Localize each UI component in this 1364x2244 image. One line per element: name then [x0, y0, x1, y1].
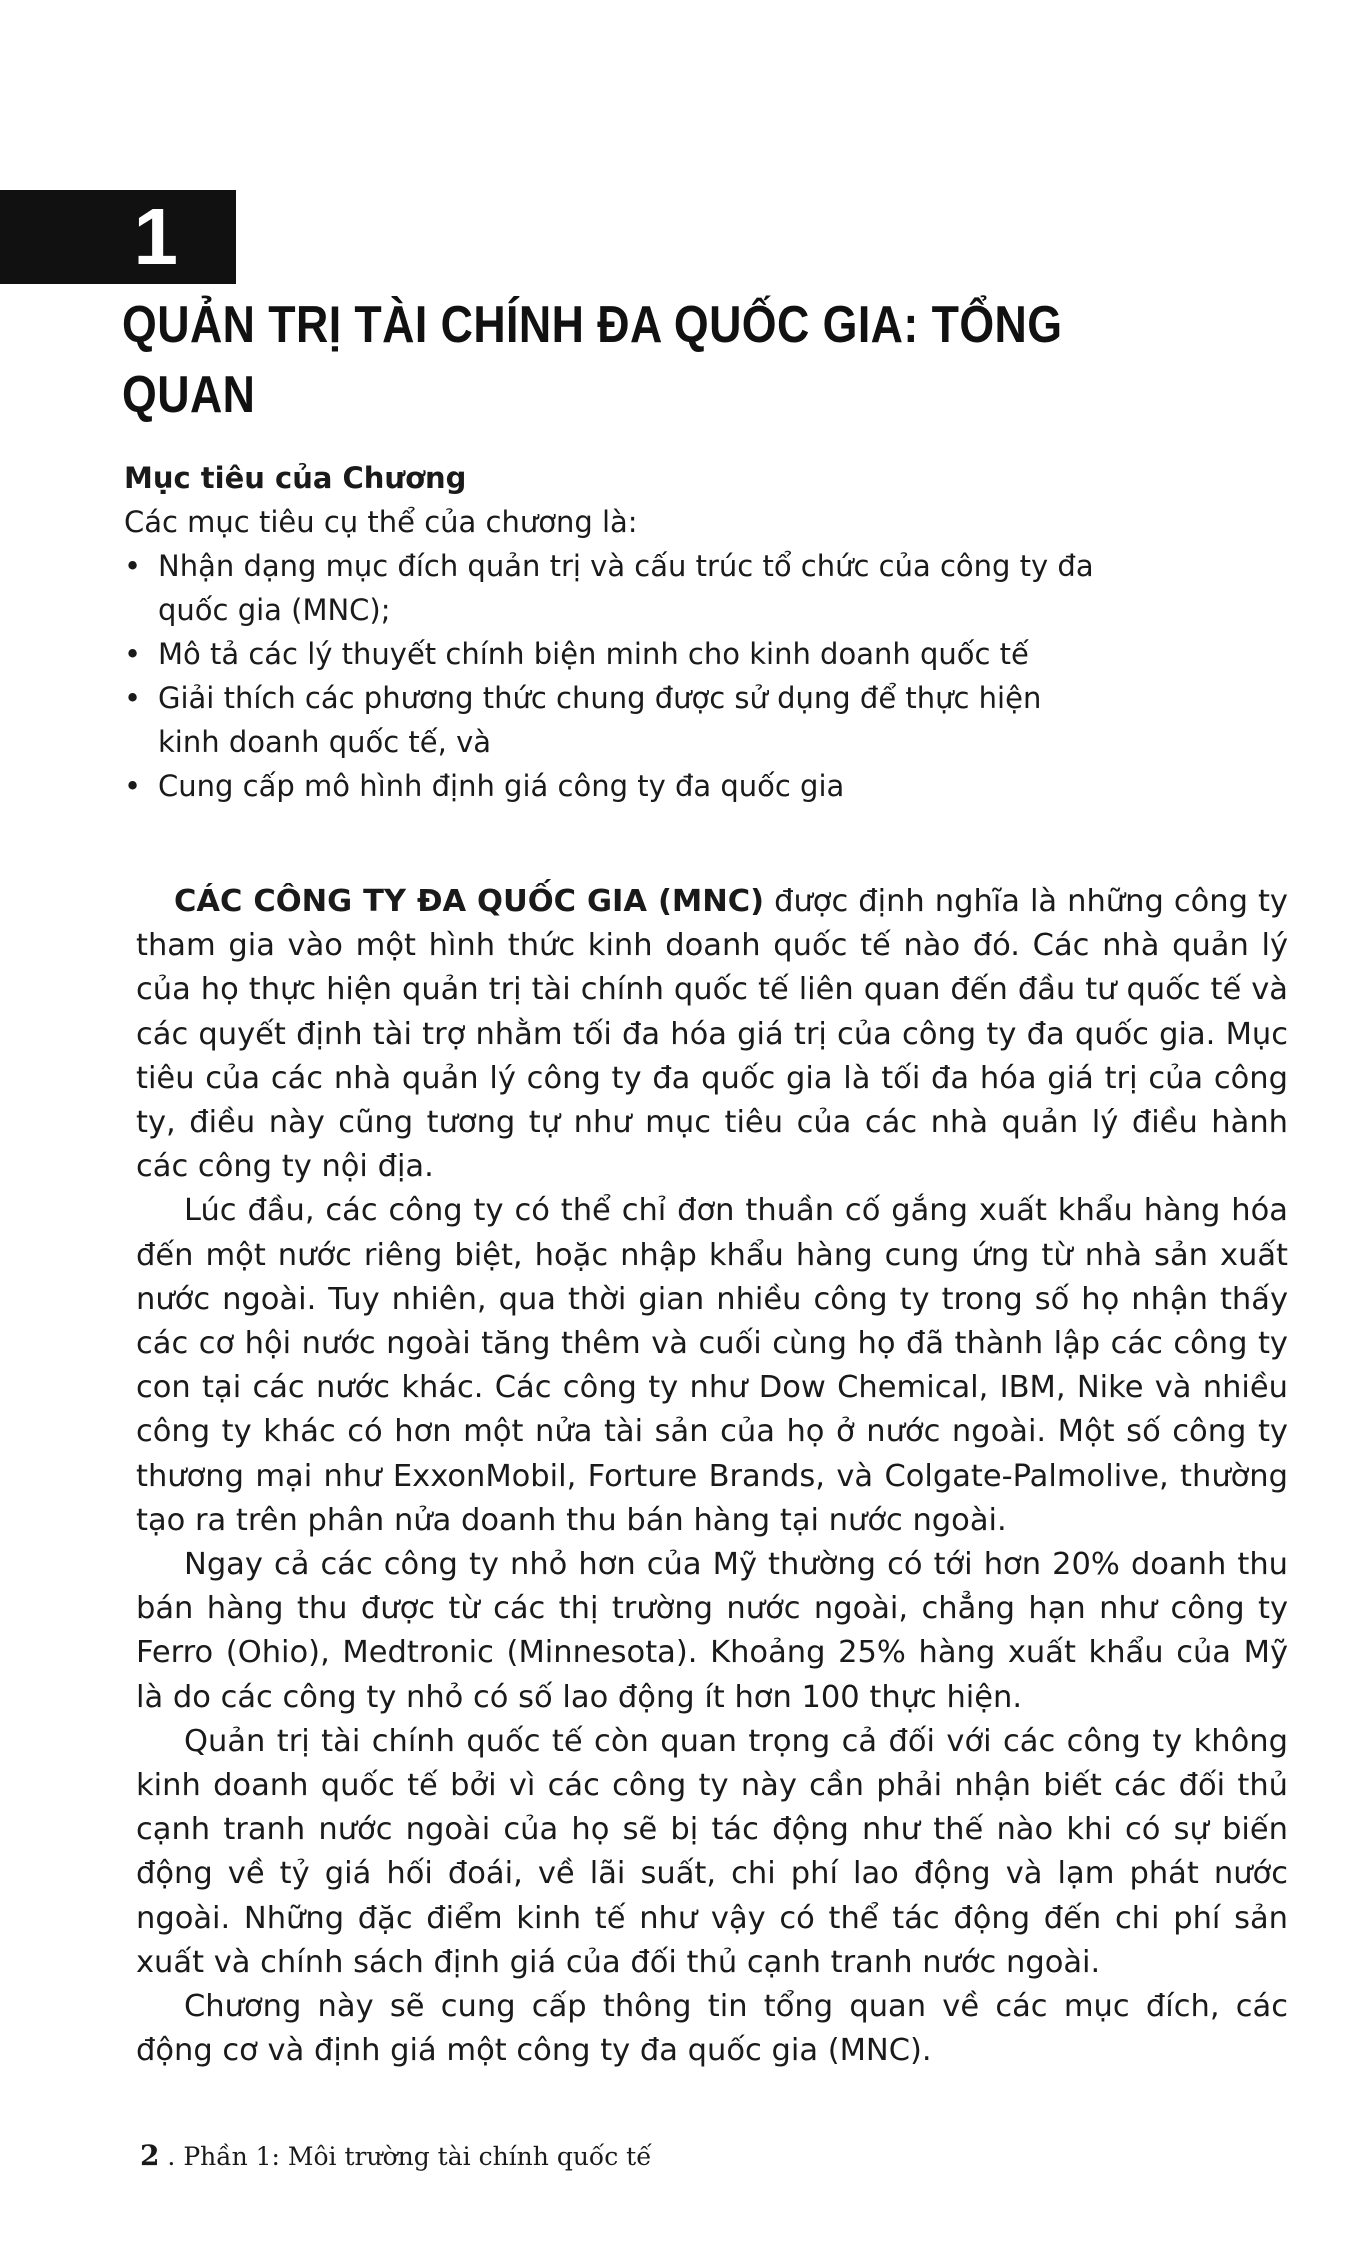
paragraph-text: được định nghĩa là những công ty tham gia vào một hình thức kinh doanh quốc tế nào đó. Các nhà quản lý của họ thực hiện quản trị tài chính quốc tế liên quan đến đầu tư quốc tế và các quyết định tài trợ nhằm tối đa hóa giá trị của công ty đa quốc gia. Mục tiêu của các nhà quản lý công ty đa quốc gia là tối đa hóa giá trị của công ty, điều này cũng tương tự như mục tiêu của các nhà quản lý điều hành các công ty nội địa. [136, 884, 1288, 1185]
objective-text: Nhận dạng mục đích quản trị và cấu trúc tổ chức của công ty đa quốc gia (MNC); [158, 549, 1094, 627]
body-paragraph-2: Lúc đầu, các công ty có thể chỉ đơn thuần cố gắng xuất khẩu hàng hóa đến một nước riêng biệt, hoặc nhập khẩu hàng cung ứng từ nhà sản xuất nước ngoài. Tuy nhiên, qua thời gian nhiều công ty trong số họ nhận thấy các cơ hội nước ngoài tăng thêm và cuối cùng họ đã thành lập các công ty con tại các nước khác. Các công ty như Dow Chemical, IBM, Nike và nhiều công ty khác có hơn một nửa tài sản của họ ở nước ngoài. Một số công ty thương mại như ExxonMobil, Forture Brands, và Colgate-Palmolive, thường tạo ra trên phân nửa doanh thu bán hàng tại nước ngoài. [136, 1193, 1288, 1538]
footer-separator: . [159, 2142, 184, 2171]
body-paragraph-4: Quản trị tài chính quốc tế còn quan trọng cả đối với các công ty không kinh doanh quốc tế bởi vì các công ty này cần phải nhận biết các đối thủ cạnh tranh nước ngoài của họ sẽ bị tác động như thế nào khi có sự biến động về tỷ giá hối đoái, về lãi suất, chi phí lao động và lạm phát nước ngoài. Những đặc điểm kinh tế như vậy có thể tác động đến chi phí sản xuất và chính sách định giá của đối thủ cạnh tranh nước ngoài. [136, 1723, 1288, 1980]
body-paragraph-3: Ngay cả các công ty nhỏ hơn của Mỹ thường có tới hơn 20% doanh thu bán hàng thu được từ các thị trường nước ngoài, chẳng hạn như công ty Ferro (Ohio), Medtronic (Minnesota). Khoảng 25% hàng xuất khẩu của Mỹ là do các công ty nhỏ có số lao động ít hơn 100 thực hiện. [136, 1547, 1288, 1715]
footer-section: Phần 1: Môi trường tài chính quốc tế [183, 2142, 652, 2171]
objective-item [124, 676, 1104, 764]
chapter-objectives [124, 456, 1104, 808]
objective-text: Giải thích các phương thức chung được sử dụng để thực hiện kinh doanh quốc tế, và [158, 681, 1042, 759]
chapter-number: 1 [133, 192, 178, 281]
objectives-intro: Các mục tiêu cụ thể của chương là: [124, 505, 638, 539]
objective-item [124, 764, 1104, 808]
page-number: 2 [140, 2139, 160, 2172]
page-footer [140, 2138, 652, 2175]
objectives-list [124, 544, 1104, 808]
chapter-body [136, 880, 1288, 2073]
body-paragraph-5: Chương này sẽ cung cấp thông tin tổng quan về các mục đích, các động cơ và định giá một công ty đa quốc gia (MNC). [136, 1989, 1288, 2069]
bullet-icon [124, 632, 158, 676]
objective-item [124, 544, 1104, 632]
objective-item [124, 632, 1104, 676]
objective-text: Mô tả các lý thuyết chính biện minh cho kinh doanh quốc tế [158, 637, 1029, 671]
bullet-icon [124, 764, 158, 808]
lead-term: CÁC CÔNG TY ĐA QUỐC GIA (MNC) [174, 884, 765, 919]
objectives-heading: Mục tiêu của Chương [124, 461, 467, 495]
bullet-icon [124, 676, 158, 720]
chapter-number-box [0, 190, 236, 284]
objective-text: Cung cấp mô hình định giá công ty đa quốc gia [158, 769, 845, 803]
body-paragraph-1 [136, 880, 1288, 1189]
chapter-title: QUẢN TRỊ TÀI CHÍNH ĐA QUỐC GIA: TỔNG QUAN [122, 296, 1063, 424]
bullet-icon [124, 544, 158, 588]
